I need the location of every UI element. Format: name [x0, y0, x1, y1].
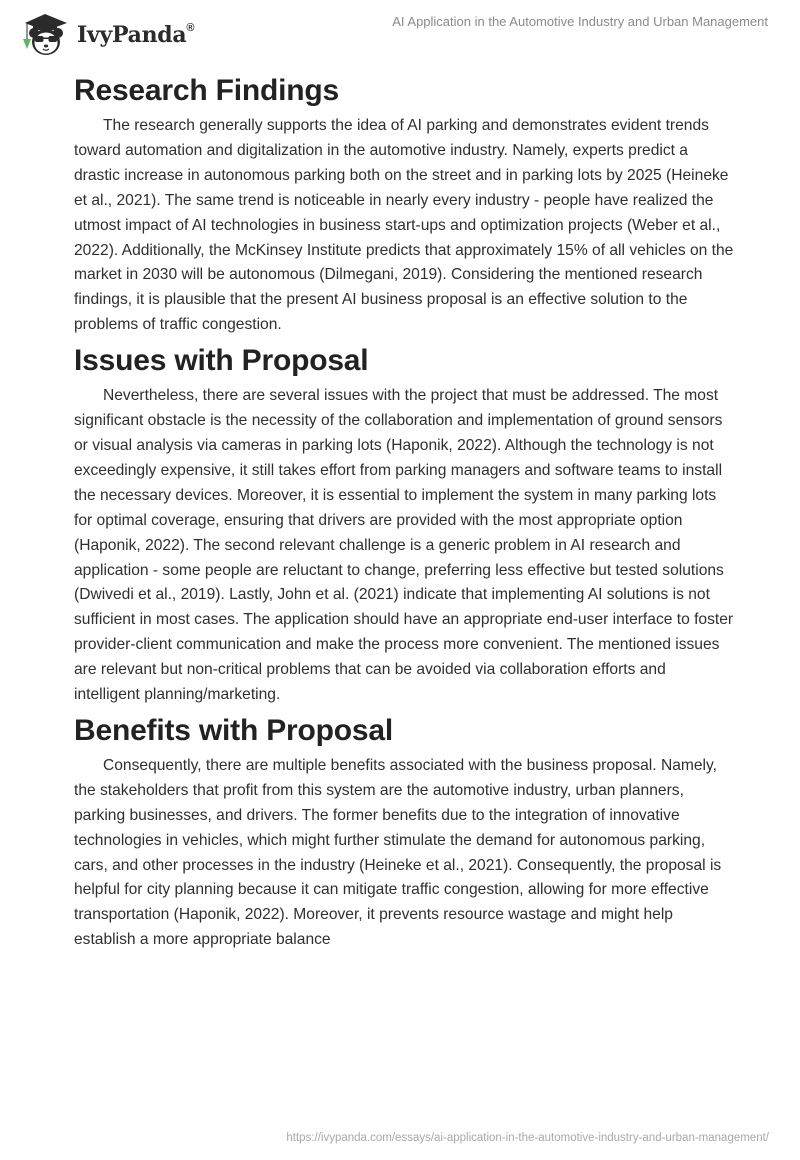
- page-header: [0, 0, 800, 60]
- section-paragraph: Nevertheless, there are several issues with the project that must be addressed. The most significant obstacle is the necessity of the collaboration and implementation of ground sensors or visual analysis via cameras in parking lots (Haponik, 2022). Although the technology is not exceedingly expensive, it still takes effort from parking managers and software teams to install the necessary devices. Moreover, it is essential to implement the system in many parking lots for optimal coverage, ensuring that drivers are provided with the most appropriate option (Haponik, 2022). The second relevant challenge is a generic problem in AI research and application - some people are reluctant to change, preferring less effective but tested solutions (Dwivedi et al., 2019). Lastly, John et al. (2021) indicate that implementing AI solutions is not sufficient in most cases. The application should have an appropriate end-user interface to foster provider-client communication and make the process more convenient. The mentioned issues are relevant but non-critical problems that can be avoided via collaboration efforts and intelligent planning/marketing.: [74, 387, 734, 704]
- logo-wordmark: [77, 22, 194, 48]
- section-paragraph: The research generally supports the idea of AI parking and demonstrates evident trends toward automation and digitalization in the automotive industry. Namely, experts predict a drastic increase in autonomous parking both on the street and in parking lots by 2025 (Heineke et al., 2021). The same trend is noticeable in nearly every industry - people have realized the utmost impact of AI technologies in business start-ups and optimization projects (Weber et al., 2022). Additionally, the McKinsey Institute predicts that approximately 15% of all vehicles on the market in 2030 will be autonomous (Dilmegani, 2019). Considering the mentioned research findings, it is plausible that the present AI business proposal is an effective solution to the problems of traffic congestion.: [74, 117, 734, 334]
- ivypanda-logo[interactable]: [19, 11, 194, 57]
- registered-mark: ®: [186, 21, 195, 34]
- panda-graduate-icon: [19, 11, 75, 57]
- essay-content: [74, 68, 734, 953]
- section-heading: Issues with Proposal: [74, 344, 369, 378]
- section-heading: Benefits with Proposal: [74, 713, 393, 747]
- document-title: AI Application in the Automotive Industry and Urban Management: [392, 14, 768, 29]
- section-paragraph: Consequently, there are multiple benefits associated with the business proposal. Namely, the stakeholders that profit from this system are the automotive industry, urban planners, parking businesses, and drivers. The former benefits due to the integration of innovative technologies in vehicles, which might further stimulate the demand for autonomous parking, cars, and other processes in the industry (Heineke et al., 2021). Consequently, the proposal is helpful for city planning because it can mitigate traffic congestion, allowing for more effective transportation (Haponik, 2022). Moreover, it prevents resource wastage and might help establish a more appropriate balance: [74, 756, 722, 949]
- source-url[interactable]: https://ivypanda.com/essays/ai-application-in-the-automotive-industry-and-urban-management/: [286, 1132, 769, 1144]
- section-benefits-with-proposal: [74, 708, 734, 953]
- logo-text: IvyPanda: [77, 22, 187, 48]
- section-issues-with-proposal: [74, 338, 734, 708]
- section-heading: Research Findings: [74, 74, 340, 107]
- section-research-findings: [74, 68, 734, 338]
